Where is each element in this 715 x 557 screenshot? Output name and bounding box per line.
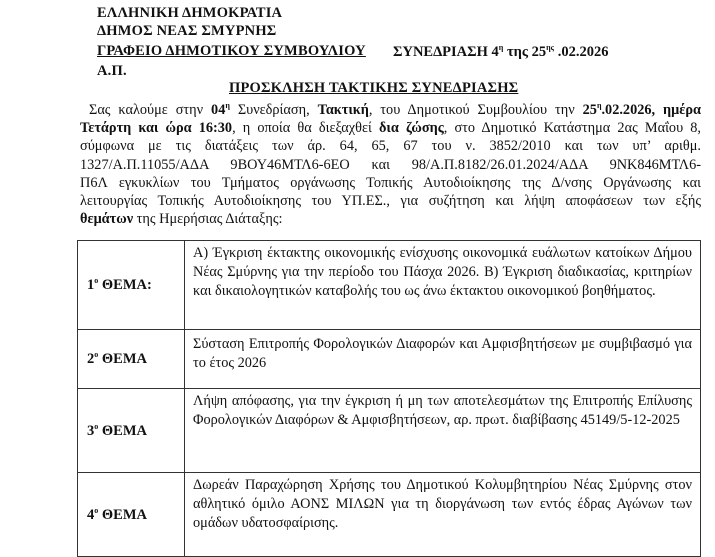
date-day: 25 [582, 102, 597, 118]
body-line-2 [80, 119, 701, 137]
agenda-row [78, 473, 701, 557]
topic-number: 1 [87, 276, 95, 293]
text: της Ημερήσιας Διάταξης: [133, 211, 283, 228]
topic-number: 3 [87, 422, 95, 439]
topic-label [78, 389, 185, 473]
body-line-5: Π6Λ εγκυκλίων του Τμήματος οργάνωσης Τοπικής Αυτοδιοίκησης της Δ/νσης Οργάνωσης και [80, 174, 701, 191]
topic-label [78, 330, 185, 389]
topic-word: ΘΕΜΑ [98, 350, 147, 367]
header-protocol: Α.Π. [97, 63, 127, 79]
document-title: ΠΡΟΣΚΛΗΣΗ ΤΑΚΤΙΚΗΣ ΣΥΝΕΔΡΙΑΣΗΣ [229, 80, 519, 96]
sup: η [225, 101, 230, 111]
sup: ο [94, 421, 99, 431]
sup: η [596, 101, 602, 111]
text: , στο Δημοτικό Κατάστημα 2ας Μαΐου 8, [443, 120, 702, 137]
day-time: Τετάρτη και ώρα 16:30 [80, 120, 233, 137]
body-line-6: λειτουργίας Τοπικής Αυτοδιοίκησης του ΥΠ.ΕΣ., για συζήτηση και λήψη αποφάσεων των εξής [80, 193, 701, 210]
agenda-row [78, 241, 701, 330]
body-line-1 [80, 101, 701, 119]
header-municipality: ΔΗΜΟΣ ΝΕΑΣ ΣΜΥΡΝΗΣ [97, 23, 277, 39]
session-info [393, 43, 608, 61]
agenda-row [78, 389, 701, 473]
header-office: ΓΡΑΦΕΙΟ ΔΗΜΟΤΙΚΟΥ ΣΥΜΒΟΥΛΙΟΥ [97, 43, 366, 59]
body-line-4: 1327/Α.Π.11055/ΑΔΑ 9ΒΟΥ46ΜΤΛ6-6ΕΟ και 98/Α.Π.8182/26.01.2024/ΑΔΑ 9ΝΚ846ΜΤΛ6- [80, 156, 701, 173]
topic-number: 4 [87, 506, 95, 523]
session-number: 04 [211, 102, 226, 118]
topic-description: Α) Έγκριση έκτακτης οικονομικής ενίσχυσης οικονομικά ευάλωτων κατοίκων Δήμου Νέας Σμύρνης για την περίοδο του Πάσχα 2026. Β) Έγκριση διαδικασίας, κριτηρίων και δικαιολογητικών καταβολής του ως άνω έκτακτου οικονομικού βοηθήματος. [185, 241, 701, 330]
session-sup2: ης [546, 43, 555, 52]
agenda-row [78, 330, 701, 389]
topic-description: Σύσταση Επιτροπής Φορολογικών Διαφορών και Αμφισβητήσεων με συμβιβασμό για το έτος 2026 [185, 330, 701, 389]
topic-label [78, 473, 185, 557]
text: , του Δημοτικού Συμβουλίου την [368, 102, 583, 118]
session-date: .02.2026 [554, 43, 609, 60]
session-mid: της 25 [503, 43, 547, 60]
topic-word: ΘΕΜΑ [98, 422, 147, 439]
text: , η οποία θα διεξαχθεί [232, 120, 379, 137]
body-line-7 [80, 210, 701, 228]
sup: ο [94, 276, 99, 286]
text: Συνεδρίαση, [229, 102, 318, 118]
topics-word: θεμάτων [80, 211, 134, 228]
text: Σας καλούμε στην [89, 102, 212, 118]
sup: ο [94, 505, 99, 515]
date-rest: .02.2026, ημέρα [601, 102, 701, 118]
agenda-table [77, 240, 701, 557]
header-country: ΕΛΛΗΝΙΚΗ ΔΗΜΟΚΡΑΤΙΑ [97, 5, 283, 21]
session-type: Τακτική [317, 102, 369, 118]
invitation-body [80, 101, 701, 228]
topic-number: 2 [87, 350, 95, 367]
mode: δια ζώσης [378, 120, 444, 137]
body-line-3: σύμφωνα με τις διατάξεις των άρ. 64, 65, 67 του ν. 3852/2010 και των υπ’ αριθμ. [80, 138, 701, 155]
session-prefix: ΣΥΝΕΔΡΙΑΣΗ 4 [393, 43, 499, 60]
topic-description: Λήψη απόφασης, για την έγκριση ή μη των αποτελεσμάτων της Επιτροπής Επίλυσης Φορολογικών Διαφόρων & Αμφισβητήσεων, αρ. πρωτ. διαβίβασης 45149/5-12-2025 [185, 389, 701, 473]
topic-word: ΘΕΜΑ [98, 506, 147, 523]
sup: ο [94, 350, 99, 360]
topic-label [78, 241, 185, 330]
topic-word: ΘΕΜΑ: [98, 276, 152, 293]
topic-description: Δωρεάν Παραχώρηση Χρήσης του Δημοτικού Κολυμβητηρίου Νέας Σμύρνης στον αθλητικό όμιλο ΑΟΝΣ ΜΙΛΩΝ για τη διοργάνωση των εντός έδρας Αγώνων των ομάδων υδατοσφαίρισης. [185, 473, 701, 557]
session-sup: η [498, 43, 504, 52]
